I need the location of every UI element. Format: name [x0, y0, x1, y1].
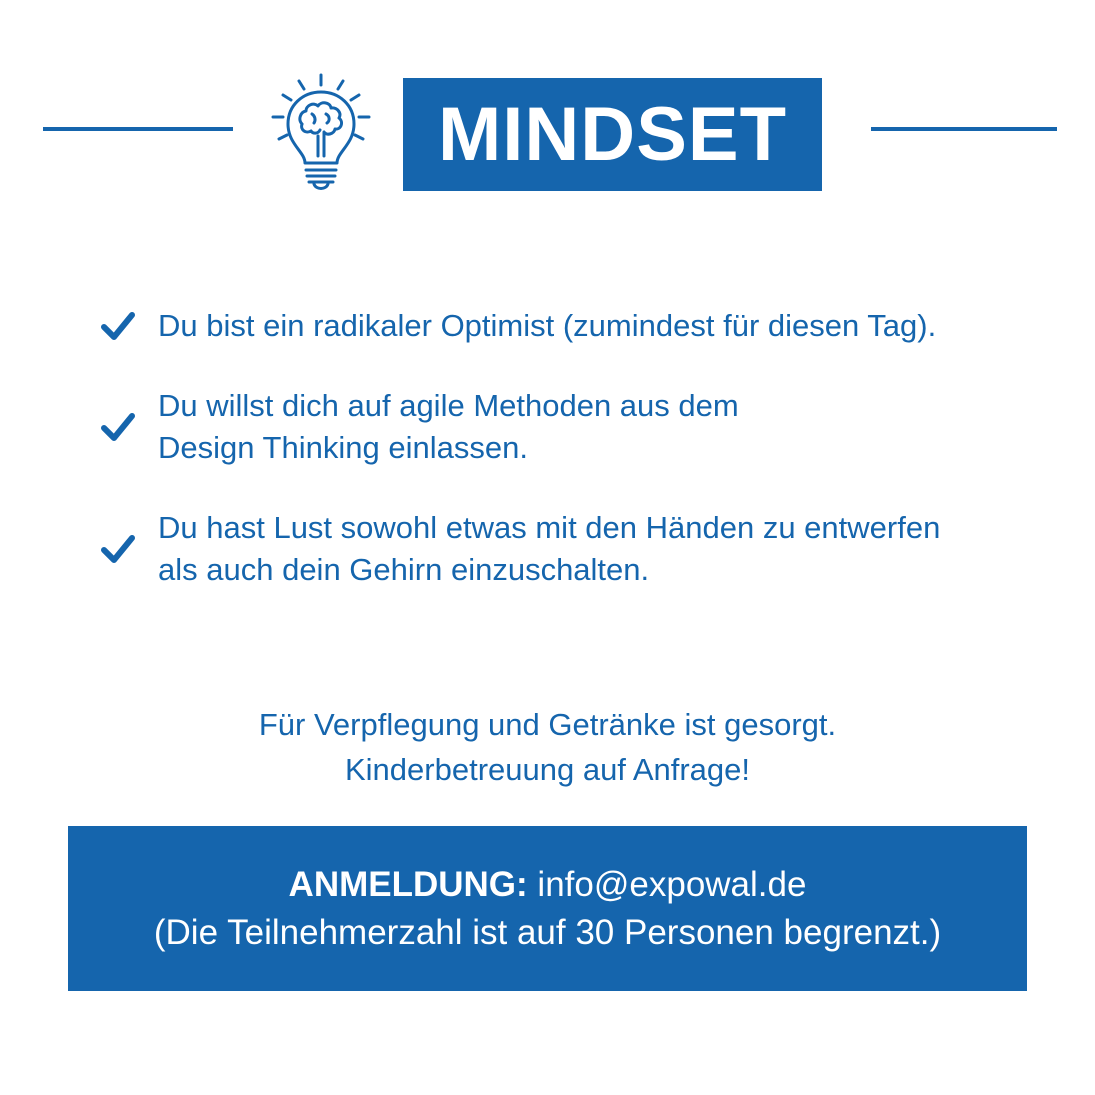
list-item	[100, 305, 1030, 347]
header-left-rule	[43, 127, 233, 131]
registration-label: ANMELDUNG:	[288, 864, 528, 904]
list-item-text: Du hast Lust sowohl etwas mit den Händen zu entwerfen als auch dein Gehirn einzuschalten.	[158, 510, 941, 587]
requirements-list	[100, 305, 1030, 629]
registration-email[interactable]: info@expowal.de	[537, 864, 807, 904]
header-right-rule	[871, 127, 1057, 131]
registration-box	[68, 826, 1027, 991]
page-title: MINDSET	[403, 78, 822, 191]
catering-line: Für Verpflegung und Getränke ist gesorgt.	[258, 707, 837, 742]
list-item	[100, 385, 1030, 469]
checkmark-icon	[100, 410, 136, 444]
lightbulb-brain-icon	[268, 72, 374, 194]
list-item	[100, 507, 1030, 591]
participant-limit-note: (Die Teilnehmerzahl ist auf 30 Personen begrenzt.)	[153, 912, 942, 952]
catering-info	[0, 702, 1095, 792]
childcare-line: Kinderbetreuung auf Anfrage!	[344, 752, 751, 787]
list-item-text: Du willst dich auf agile Methoden aus dem Design Thinking einlassen.	[158, 388, 739, 465]
registration-line	[289, 861, 807, 909]
checkmark-icon	[100, 309, 136, 343]
list-item-text: Du bist ein radikaler Optimist (zumindest für diesen Tag).	[158, 308, 937, 343]
checkmark-icon	[100, 532, 136, 566]
